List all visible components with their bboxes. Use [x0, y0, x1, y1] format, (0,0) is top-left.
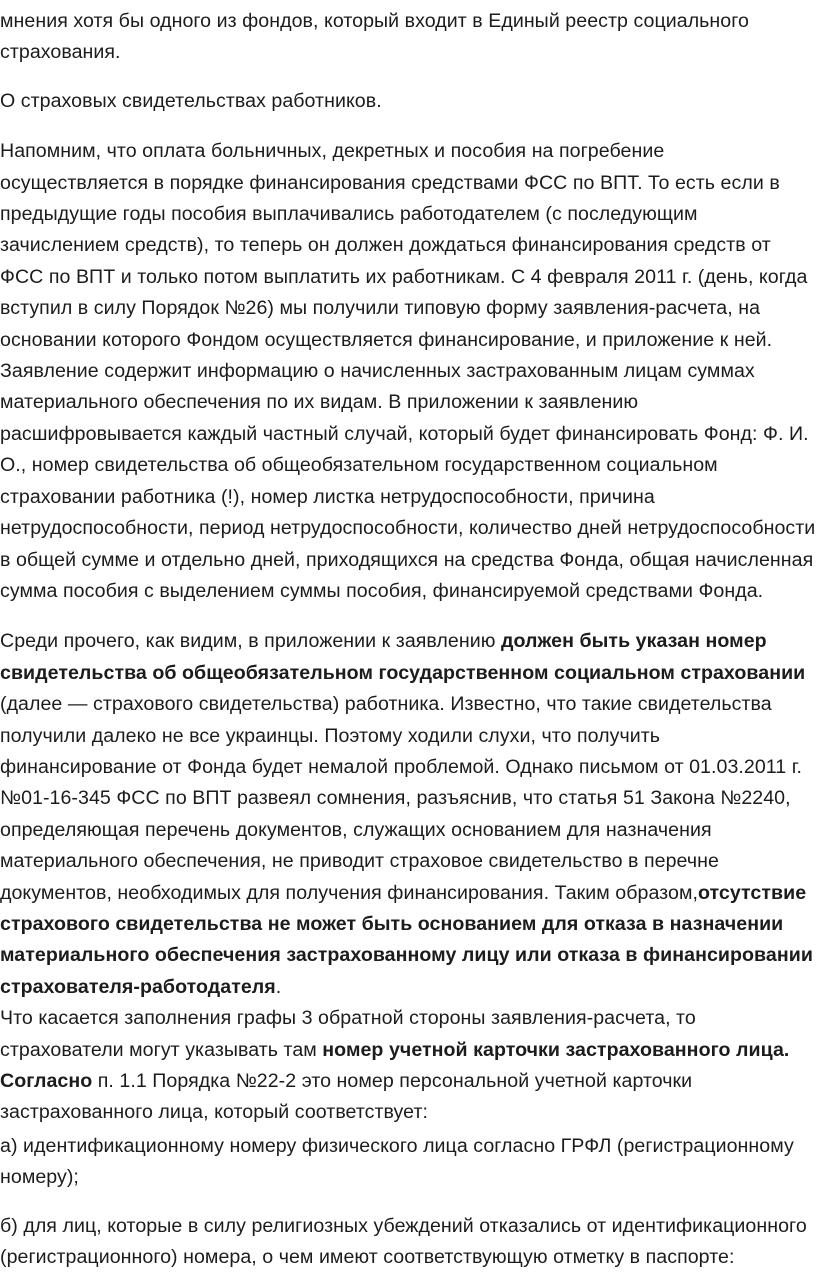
list-item-b: б) для лиц, которые в силу религиозных убеждений отказались от идентификационного (регистрационного) номера, о чем имеют соответствующую отметку в паспорте:	[0, 1214, 807, 1269]
text-run: Среди прочего, как видим, в приложении к заявлению	[0, 630, 501, 653]
paragraph-column-3	[0, 1003, 816, 1129]
text-run: п. 1.1 Порядка №22-2 это номер персональной учетной карточки застрахованного лица, который соответствует:	[0, 1070, 693, 1124]
paragraph-fund-registry: мнения хотя бы одного из фондов, который входит в Единый реестр социального страхования.	[0, 10, 749, 64]
text-run: .	[275, 975, 282, 998]
bold-text-run: номер учетной карточки застрахованного лица. Согласно	[0, 1038, 790, 1092]
bold-text-run: отсутствие страхового свидетельства не может быть основанием для отказа в назначении материального обеспечения застрахованному лицу или отказа в финансировании страхователя-работодателя	[0, 881, 813, 998]
text-run: Что касается заполнения графы 3 обратной стороны заявления-расчета, то страхователи могут указывать там	[0, 1007, 696, 1061]
bold-text-run: должен быть указан номер свидетельства об общеобязательном государственном социальном страховании	[0, 630, 806, 684]
list-item-a: а) идентификационному номеру физического лица согласно ГРФЛ (регистрационному номеру);	[0, 1134, 794, 1189]
text-run: (далее — страхового свидетельства) работника. Известно, что такие свидетельства получили далеко не все украинцы. Поэтому ходили слухи, что получить финансирование от Фонда будет немалой проблемой. Однако письмом от 01.03.2011 г. №01-16-345 ФСС по ВПТ развеял сомнения, разъяснив, что статья 51 Закона №2240, определяющая перечень документов, служащих основанием для назначения материального обеспечения, не приводит страховое свидетельство в перечне документов, необходимых для получения финансирования. Таким образом,	[0, 693, 803, 904]
section-heading-insurance-certificates: О страховых свидетельствах работников.	[0, 89, 382, 112]
paragraph-financing-procedure: Напомним, что оплата больничных, декретных и пособия на погребение осуществляется в порядке финансирования средствами ФСС по ВПТ. То есть если в предыдущие годы пособия выплачивались работодателем (с последующим зачислением средств), то теперь он должен дождаться финансирования средств от ФСС по ВПТ и только потом выплатить их работникам. С 4 февраля 2011 г. (день, когда вступил в силу Порядок №26) мы получили типовую форму заявления-расчета, на основании которого Фондом осуществляется финансирование, и приложение к ней. Заявление содержит информацию о начисленных застрахованным лицам суммах материального обеспечения по их видам. В приложении к заявлению расшифровывается каждый частный случай, который будет финансировать Фонд: Ф. И. О., номер свидетельства об общеобязательном государственном социальном страховании работника (!), номер листка нетрудоспособности, причина нетрудоспособности, период нетрудоспособности, количество дней нетрудоспособности в общей сумме и отдельно дней, приходящихся на средства Фонда, общая начисленная сумма пособия с выделением суммы пособия, финансируемой средствами Фонда.	[0, 140, 816, 602]
paragraph-certificate-number	[0, 626, 816, 1003]
